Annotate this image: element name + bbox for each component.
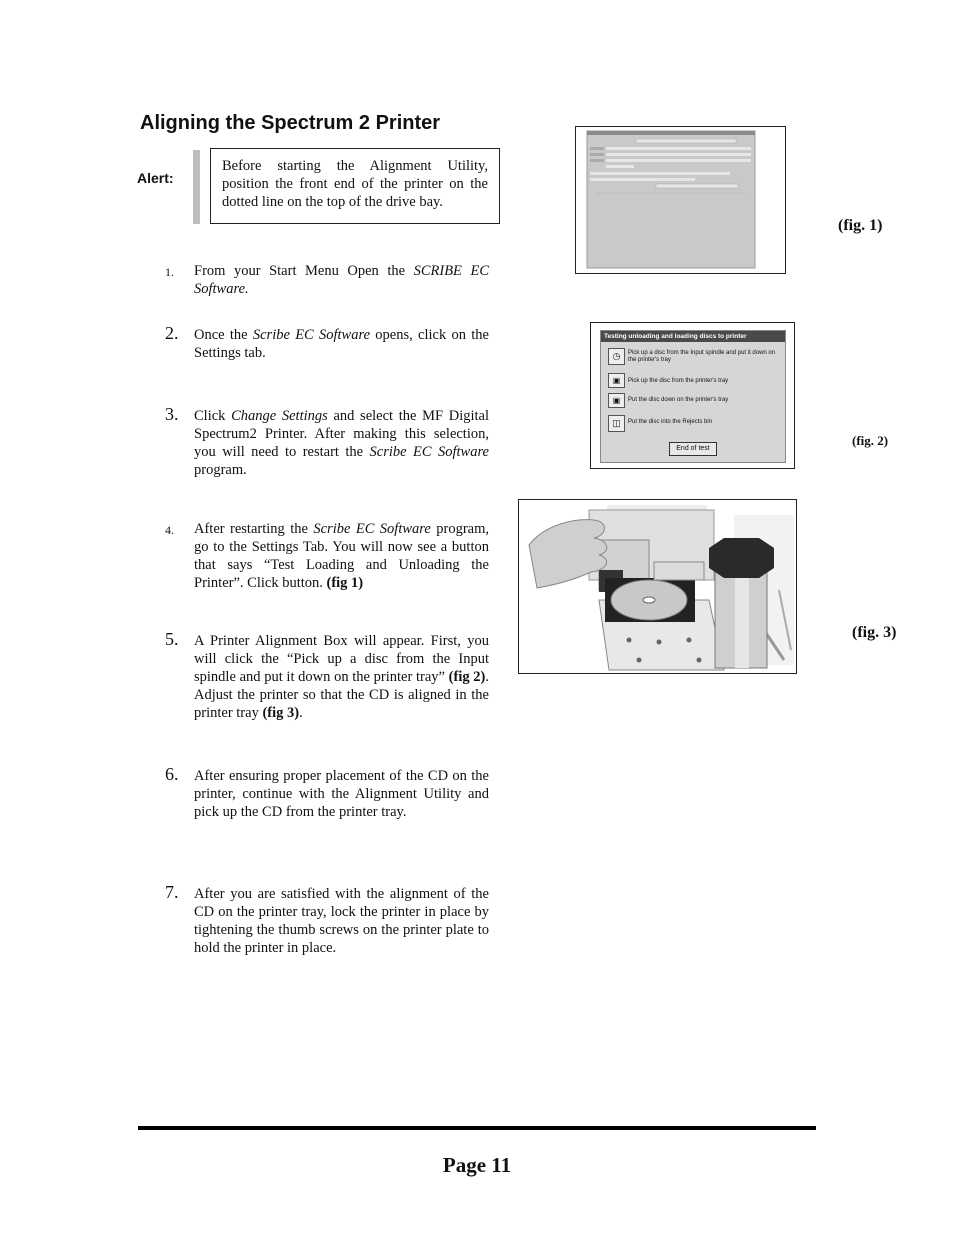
page-title: Aligning the Spectrum 2 Printer bbox=[140, 112, 441, 134]
step-4 bbox=[165, 520, 489, 592]
printer-photo bbox=[519, 500, 796, 673]
step-text: After you are satisfied with the alignment of the CD on the printer tray, lock the printer in place by tightening the thumb screws on the printer plate to hold the printer in place. bbox=[194, 886, 489, 956]
step-number: 7. bbox=[165, 882, 179, 902]
figure-3-photo bbox=[518, 499, 797, 674]
dialog-option-3: Put the disc down on the printer's tray bbox=[628, 397, 729, 403]
end-of-test-button[interactable]: End of test bbox=[669, 442, 717, 456]
dialog-option-1: Pick up a disc from the Input spindle and put it down on the printer's tray bbox=[628, 350, 776, 363]
step-5 bbox=[165, 629, 489, 722]
step-6 bbox=[165, 764, 489, 821]
step-text: A Printer Alignment Box will appear. First, you will click the “Pick up a disc from the Input spindle and put it down on the printer tray” (fig 2). Adjust the printer so that the CD is aligned in the printer tray (fig 3). bbox=[194, 633, 489, 721]
tray-icon[interactable]: ▣ bbox=[608, 373, 625, 388]
step-text: After restarting the Scribe EC Software program, go to the Settings Tab. You will now see a button that says “Test Loading and Unloading the Printer”. Click button. (fig 1) bbox=[194, 521, 489, 591]
tray-icon[interactable]: ▣ bbox=[608, 393, 625, 408]
figure-1-screenshot bbox=[575, 126, 786, 274]
alert-sidebar-decoration bbox=[193, 150, 200, 224]
disc-icon[interactable]: ◷ bbox=[608, 348, 625, 365]
figure-2-screenshot bbox=[590, 322, 795, 469]
settings-window-thumbnail bbox=[576, 127, 785, 273]
step-number: 1. bbox=[165, 265, 174, 279]
alert-box bbox=[210, 148, 500, 224]
step-number: 3. bbox=[165, 404, 179, 424]
step-text: From your Start Menu Open the SCRIBE EC Software. bbox=[194, 263, 489, 297]
step-number: 2. bbox=[165, 323, 179, 343]
step-number: 6. bbox=[165, 764, 179, 784]
reject-bin-icon[interactable]: ◫ bbox=[608, 415, 625, 432]
figure-3-caption: (fig. 3) bbox=[852, 624, 897, 641]
alignment-dialog bbox=[600, 330, 786, 463]
alert-text: Before starting the Alignment Utility, position the front end of the printer on the dotted line on the top of the drive bay. bbox=[222, 158, 488, 210]
step-number: 4. bbox=[165, 523, 174, 537]
step-text: Click Change Settings and select the MF Digital Spectrum2 Printer. After making this selection, you will need to restart the Scribe EC Software program. bbox=[194, 408, 489, 478]
figure-2-caption: (fig. 2) bbox=[852, 433, 889, 448]
dialog-option-4: Put the disc into the Rejects bin bbox=[628, 419, 713, 425]
step-text: After ensuring proper placement of the CD on the printer, continue with the Alignment Utility and pick up the CD from the printer tray. bbox=[194, 768, 489, 820]
step-7 bbox=[165, 882, 489, 957]
dialog-title: Testing unloading and loading discs to printer bbox=[601, 331, 785, 342]
step-1 bbox=[165, 262, 489, 298]
alert-label: Alert: bbox=[137, 170, 174, 186]
footer-rule bbox=[138, 1126, 816, 1130]
step-text: Once the Scribe EC Software opens, click on the Settings tab. bbox=[194, 327, 489, 361]
page-number: Page 11 bbox=[442, 1153, 512, 1177]
dialog-option-2: Pick up the disc from the printer's tray bbox=[628, 378, 729, 384]
figure-1-caption: (fig. 1) bbox=[838, 217, 883, 234]
step-number: 5. bbox=[165, 629, 179, 649]
step-2 bbox=[165, 323, 489, 362]
step-3 bbox=[165, 404, 489, 479]
